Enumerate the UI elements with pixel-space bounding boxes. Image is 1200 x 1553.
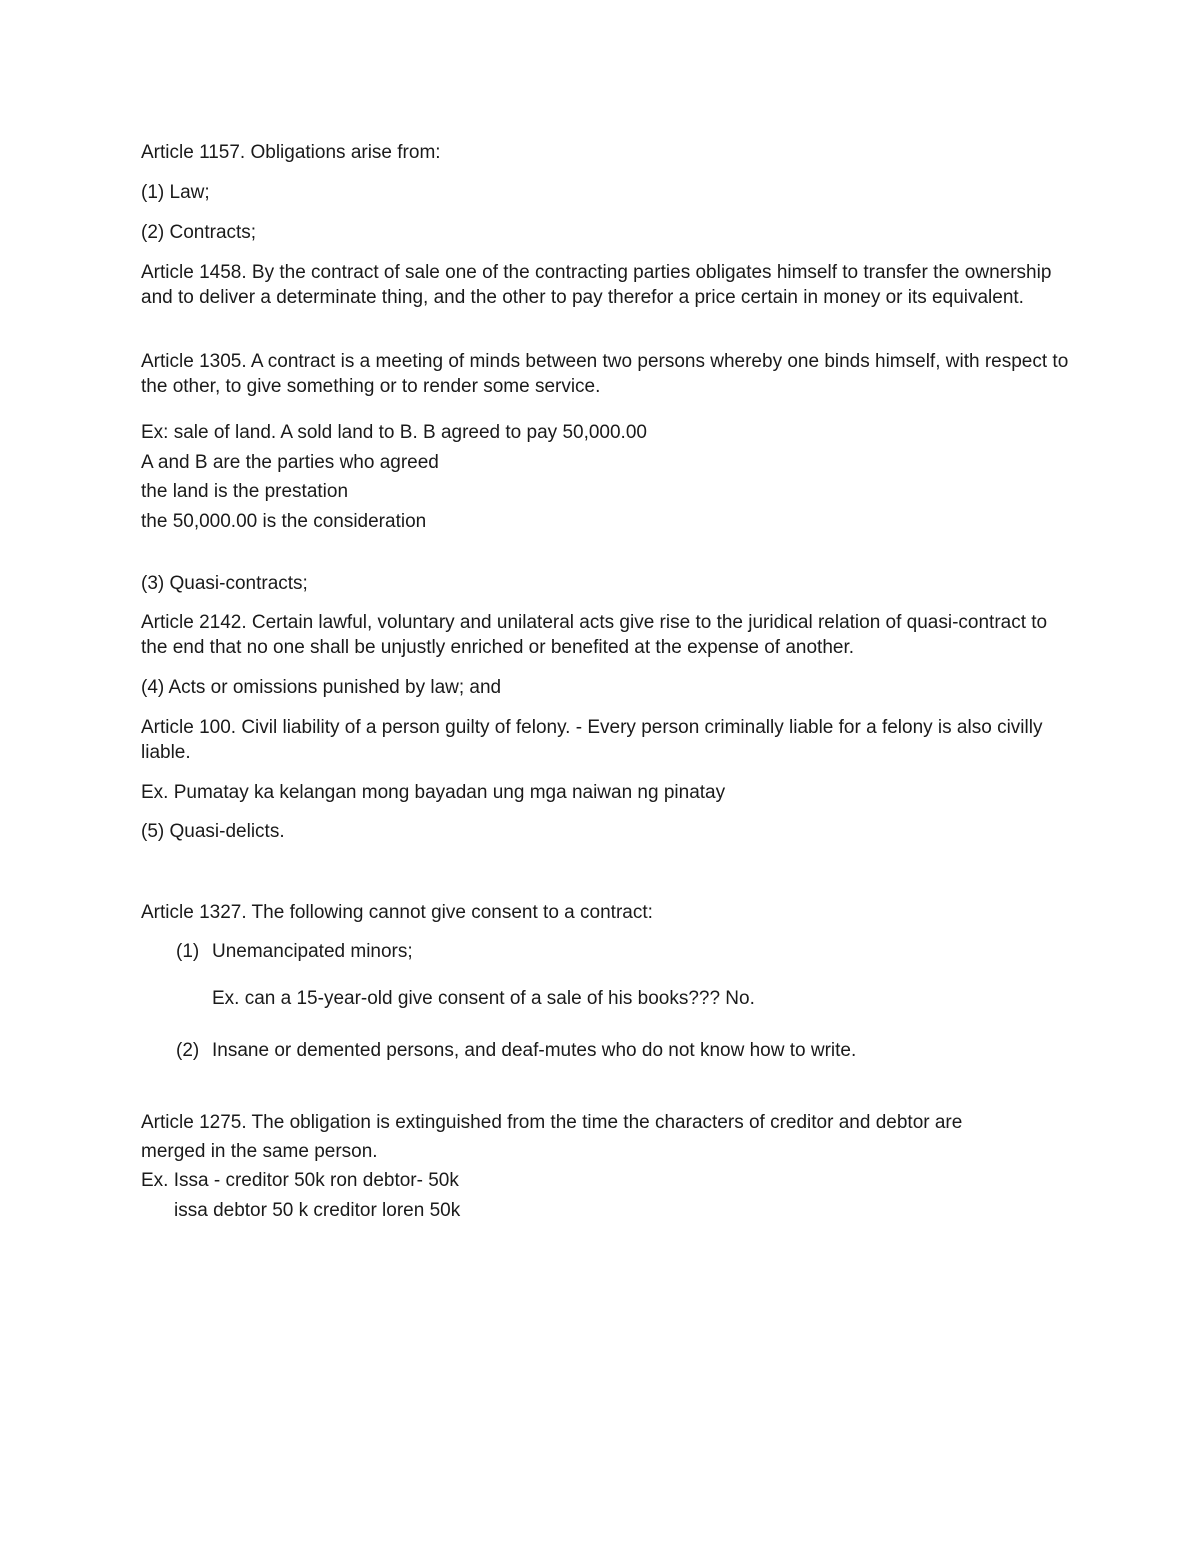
list-number: (2): [176, 1040, 200, 1061]
article-1327-heading: Article 1327. The following cannot give consent to a contract:: [141, 902, 653, 923]
example-sale-line: the 50,000.00 is the consideration: [141, 511, 427, 532]
list-item-text: Insane or demented persons, and deaf-mutes who do not know how to write.: [212, 1040, 857, 1061]
list-item-law: (1) Law;: [141, 182, 210, 203]
article-2142-paragraph: Article 2142. Certain lawful, voluntary and unilateral acts give rise to the juridical relation of quasi-contract to the end that no one shall be unjustly enriched or benefited at the expense of another.: [141, 612, 1048, 658]
example-sale-line: Ex: sale of land. A sold land to B. B agreed to pay 50,000.00: [141, 422, 647, 443]
list-item-quasi-delicts: (5) Quasi-delicts.: [141, 821, 285, 842]
article-1157-heading: Article 1157. Obligations arise from:: [141, 142, 441, 163]
list-item-contracts: (2) Contracts;: [141, 222, 257, 243]
article-1275-line: merged in the same person.: [141, 1141, 378, 1162]
article-1458-paragraph: Article 1458. By the contract of sale one of the contracting parties obligates himself to transfer the ownership and to deliver a determinate thing, and the other to pay therefor a price certain in money or its equivalent.: [141, 262, 1052, 308]
list-item-acts-omissions: (4) Acts or omissions punished by law; and: [141, 677, 502, 698]
list-item-quasi-contracts: (3) Quasi-contracts;: [141, 573, 308, 594]
example-merger-line: issa debtor 50 k creditor loren 50k: [174, 1200, 461, 1221]
list-number: (1): [176, 941, 200, 962]
example-merger-line: Ex. Issa - creditor 50k ron debtor- 50k: [141, 1170, 459, 1191]
article-1275-line: Article 1275. The obligation is extinguished from the time the characters of creditor and debtor are: [141, 1112, 963, 1133]
example-minor: Ex. can a 15-year-old give consent of a sale of his books??? No.: [212, 988, 755, 1009]
article-100-paragraph: Article 100. Civil liability of a person guilty of felony. - Every person criminally liable for a felony is also civilly liable.: [141, 717, 1043, 763]
example-felony: Ex. Pumatay ka kelangan mong bayadan ung mga naiwan ng pinatay: [141, 782, 726, 803]
example-sale-line: the land is the prestation: [141, 481, 349, 502]
article-1305-paragraph: Article 1305. A contract is a meeting of minds between two persons whereby one binds himself, with respect to the other, to give something or to render some service.: [141, 351, 1069, 397]
example-sale-line: A and B are the parties who agreed: [141, 452, 439, 473]
list-item-text: Unemancipated minors;: [212, 941, 413, 962]
